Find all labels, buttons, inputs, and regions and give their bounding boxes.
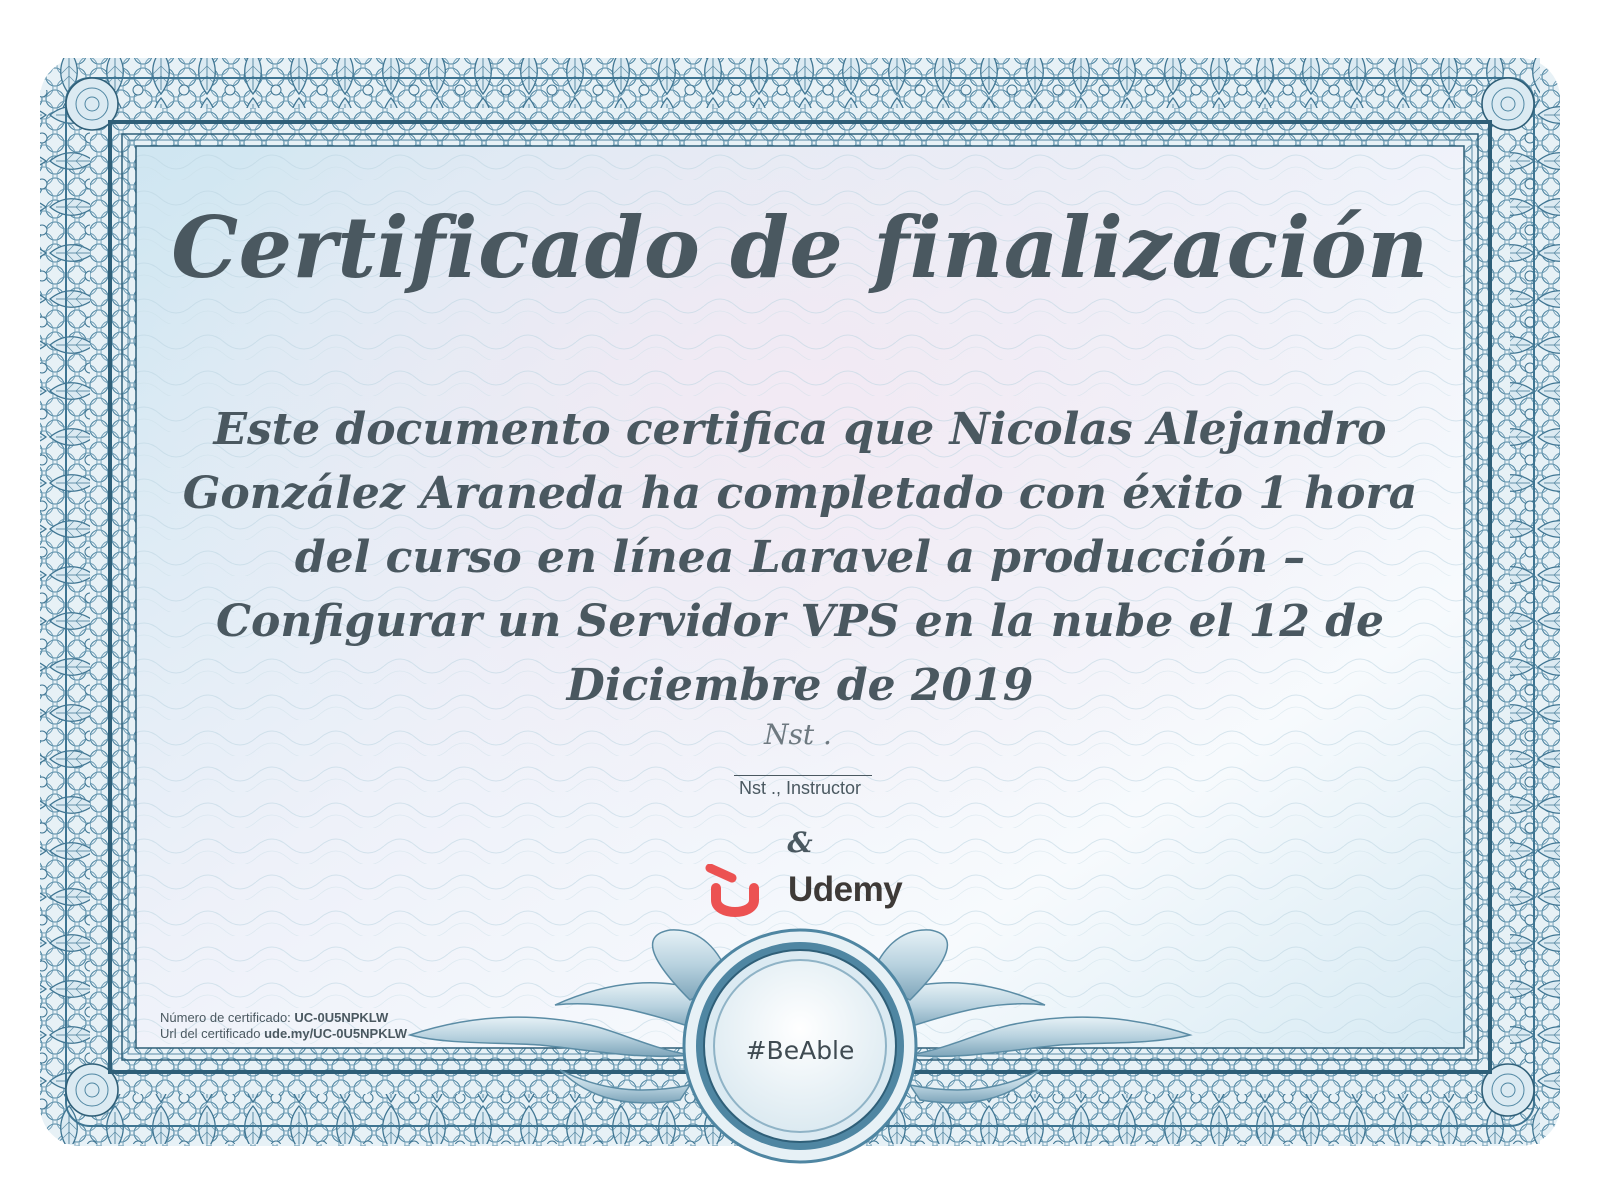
udemy-logo-text: Udemy bbox=[788, 870, 903, 909]
udemy-logo bbox=[702, 864, 902, 924]
signature-line bbox=[734, 775, 872, 776]
seal-text: #BeAble bbox=[745, 1036, 855, 1065]
cert-number-row bbox=[160, 1010, 407, 1026]
ampersand: & bbox=[787, 826, 813, 859]
certificate-info bbox=[160, 1010, 407, 1042]
udemy-u-icon bbox=[702, 864, 782, 924]
signature-caption: Nst ., Instructor bbox=[738, 778, 862, 798]
cert-number-label: Número de certificado: bbox=[160, 1010, 291, 1025]
cert-url-label: Url del certificado bbox=[160, 1026, 261, 1041]
certificate-title: Certificado de finalización bbox=[171, 198, 1429, 297]
cert-number: UC-0U5NPKLW bbox=[294, 1010, 389, 1025]
instructor-signature: Nst . bbox=[764, 718, 832, 751]
cert-url-row bbox=[160, 1026, 407, 1042]
cert-url[interactable]: ude.my/UC-0U5NPKLW bbox=[264, 1026, 408, 1041]
certificate-body: Este documento certifica que Nicolas Alejandro González Araneda ha completado con éxito 1 hora del curso en línea Laravel a producción – Configurar un Servidor VPS en la nube el 12 de Diciembre de 2019 bbox=[182, 404, 1418, 711]
